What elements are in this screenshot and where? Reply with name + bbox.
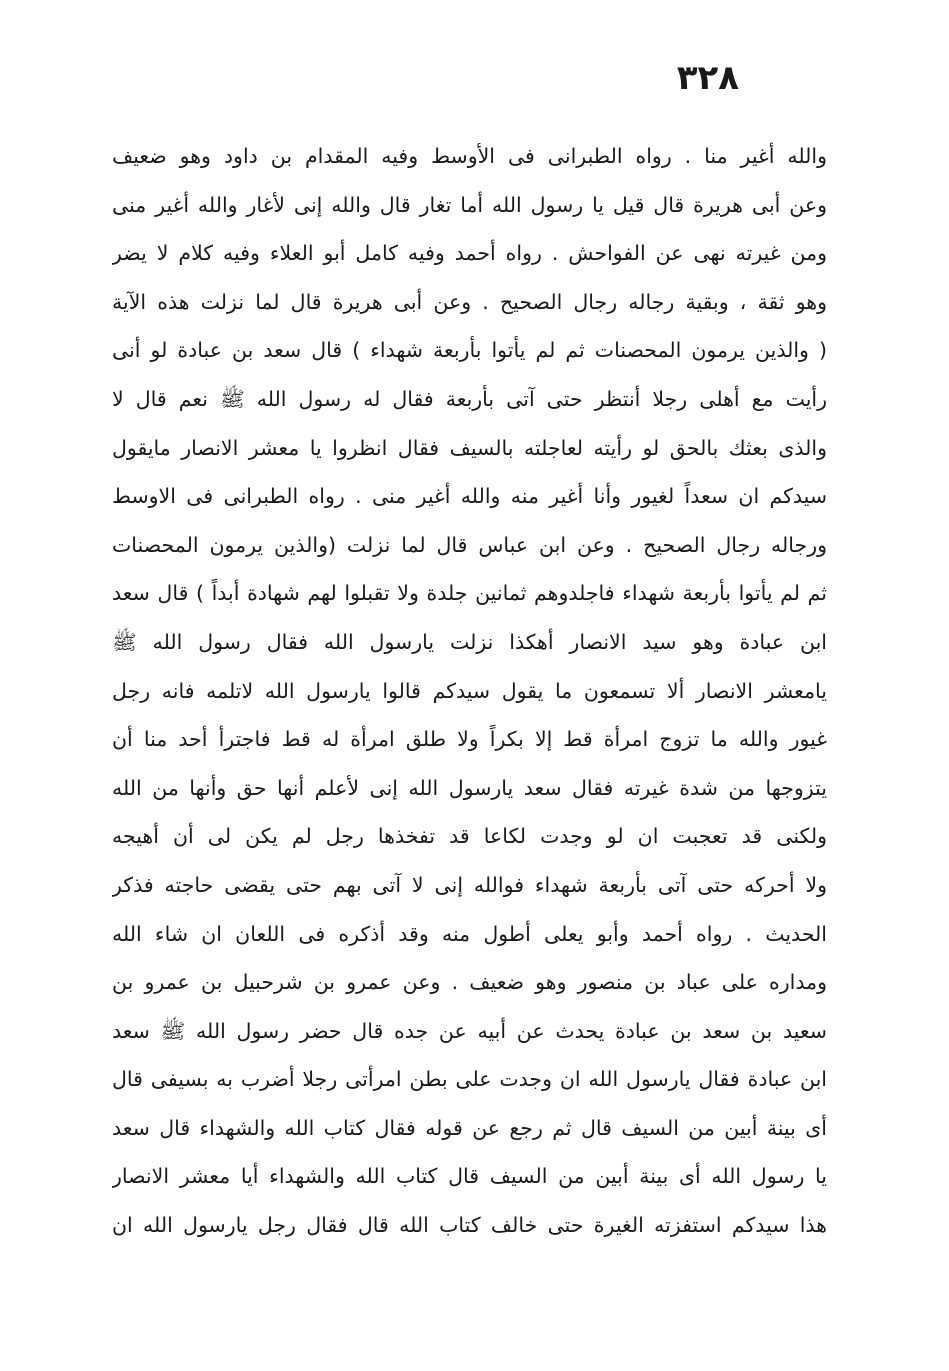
text-line: يتزوجها من شدة غيرته فقال سعد يارسول الله إنى لأعلم أنها حق وأنها من الله [112,775,827,800]
text-line: ابن عبادة فقال يارسول الله ان وجدت على بطن امرأتى رجلا أضرب به بسيفى قال [112,1067,827,1092]
text-line: سعيد بن سعد بن عبادة يحدث عن أبيه عن جده قال حضر رسول الله ﷺ سعد [112,1018,827,1043]
text-line: سيدكم ان سعداً لغيور وأنا أغير منه والله أغير منى . رواه الطبرانى فى الاوسط [112,484,827,509]
body-text [112,132,827,1250]
text-line: ثم لم يأتوا بأربعة شهداء فاجلدوهم ثمانين جلدة ولا تقبلوا لهم شهادة أبداً ) قال سعد [112,581,827,606]
page-number: ٣٢٨ [676,58,739,98]
text-line: ابن عبادة وهو سيد الانصار أهكذا نزلت يارسول الله فقال رسول الله ﷺ [112,629,827,654]
text-line: وهو ثقة ، وبقية رجاله رجال الصحيح . وعن أبى هريرة قال لما نزلت هذه الآية [112,289,827,314]
text-line: ورجاله رجال الصحيح . وعن ابن عباس قال لما نزلت (والذين يرمون المحصنات [112,532,827,557]
text-line: غيور والله ما تزوج امرأة قط إلا بكراً ولا طلق امرأة له قط فاجترأ أحد منا أن [112,727,827,752]
text-line: والله أغير منا . رواه الطبرانى فى الأوسط وفيه المقدام بن داود وهو ضعيف [112,144,827,168]
text-line: يا رسول الله أى بينة أبين من السيف قال كتاب الله والشهداء أيا معشر الانصار [112,1164,827,1189]
text-line: ( والذين يرمون المحصنات ثم لم يأتوا بأربعة شهداء ) قال سعد بن عبادة لو أنى [112,338,827,363]
text-line: ولكنى قد تعجبت ان لو وجدت لكاعا قد تفخذها رجل لم يكن لى أن أهيجه [112,824,827,849]
text-line: وعن أبى هريرة قال قيل يا رسول الله أما تغار قال والله إنى لأغار والله أغير منى [112,192,827,217]
text-line: ولا أحركه حتى آتى بأربعة شهداء فوالله إنى لا آتى بهم حتى يقضى حاجته فذكر [112,872,827,897]
text-line: الحديث . رواه أحمد وأبو يعلى أطول منه وقد أذكره فى اللعان ان شاء الله [112,921,827,946]
text-line: هذا سيدكم استفزته الغيرة حتى خالف كتاب الله قال فقال رجل يارسول الله ان [112,1213,827,1238]
text-line: أى بينة أبين من السيف قال ثم رجع عن قوله فقال كتاب الله والشهداء قال سعد [112,1115,827,1140]
text-line: ومن غيرته نهى عن الفواحش . رواه أحمد وفيه كامل أبو العلاء وفيه كلام لا يضر [112,241,827,266]
text-line: والذى بعثك بالحق لو رأيته لعاجلته بالسيف فقال انظروا يا معشر الانصار مايقول [112,435,827,460]
text-line: رأيت مع أهلى رجلا أنتظر حتى آتى بأربعة فقال له رسول الله ﷺ نعم قال لا [112,386,827,411]
text-line: ومداره على عباد بن منصور وهو ضعيف . وعن عمرو بن شرحبيل بن عمرو بن [112,970,827,995]
text-line: يامعشر الانصار ألا تسمعون ما يقول سيدكم قالوا يارسول الله لاتلمه فانه رجل [112,678,827,703]
